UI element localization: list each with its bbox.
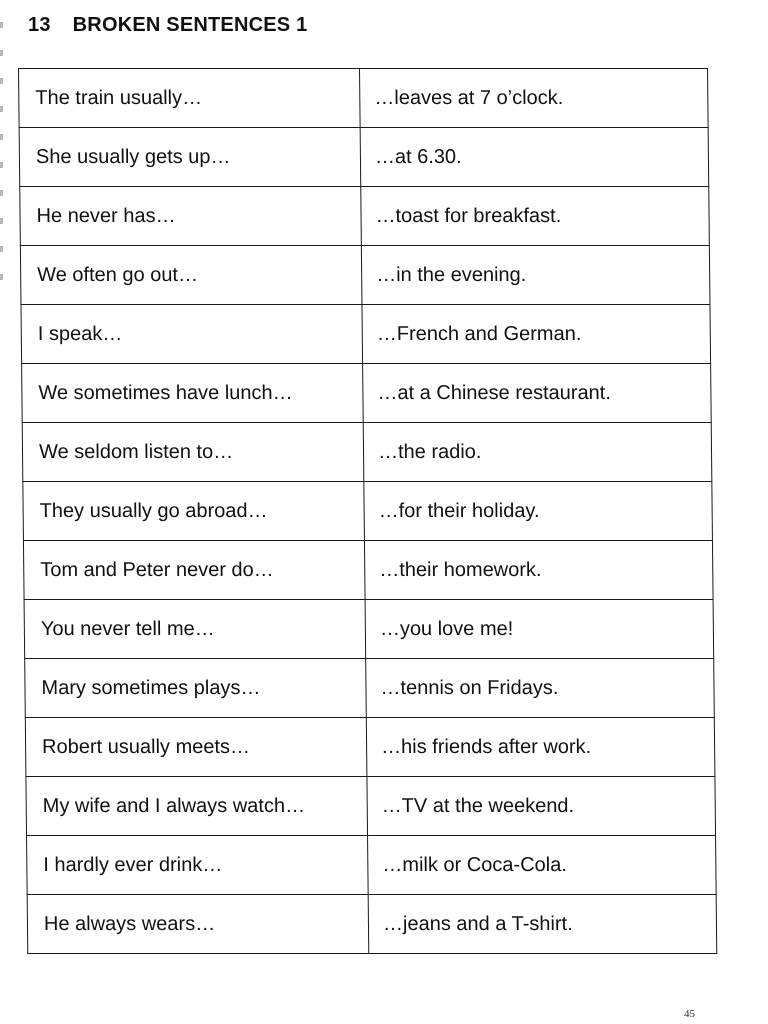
sentence-end-cell: …milk or Coca-Cola. bbox=[368, 836, 717, 895]
scan-edge-marks bbox=[0, 0, 3, 300]
sentence-end-cell: …toast for breakfast. bbox=[361, 187, 710, 246]
sentence-start-cell: Robert usually meets… bbox=[25, 718, 367, 777]
sentence-start-cell: He never has… bbox=[20, 187, 362, 246]
table-row bbox=[22, 364, 712, 423]
table-row bbox=[27, 895, 717, 954]
sentence-end-cell: …leaves at 7 o’clock. bbox=[360, 69, 709, 128]
sentence-end-cell: …their homework. bbox=[364, 541, 713, 600]
sentence-start-cell: We often go out… bbox=[20, 246, 362, 305]
table-row bbox=[24, 600, 714, 659]
sentence-end-cell: …for their holiday. bbox=[364, 482, 713, 541]
table-row bbox=[21, 305, 711, 364]
sentence-start-cell: My wife and I always watch… bbox=[26, 777, 368, 836]
table-row bbox=[27, 836, 717, 895]
page-number: 45 bbox=[684, 1008, 695, 1020]
table-row bbox=[23, 541, 713, 600]
sentence-start-cell: The train usually… bbox=[19, 69, 361, 128]
sentence-start-cell: You never tell me… bbox=[24, 600, 366, 659]
sentence-end-cell: …in the evening. bbox=[361, 246, 710, 305]
sentence-start-cell: They usually go abroad… bbox=[23, 482, 365, 541]
sentence-start-cell: I hardly ever drink… bbox=[27, 836, 369, 895]
table-row bbox=[19, 128, 709, 187]
sentence-end-cell: …his friends after work. bbox=[366, 718, 715, 777]
sentence-end-cell: …jeans and a T-shirt. bbox=[368, 895, 717, 954]
sentence-end-cell: …at 6.30. bbox=[360, 128, 709, 187]
table-row bbox=[26, 777, 716, 836]
sentence-start-cell: He always wears… bbox=[27, 895, 369, 954]
sentence-end-cell: …at a Chinese restaurant. bbox=[363, 364, 712, 423]
table-row bbox=[23, 482, 713, 541]
sentence-start-cell: Mary sometimes plays… bbox=[25, 659, 367, 718]
table-row bbox=[22, 423, 712, 482]
table-row bbox=[20, 187, 710, 246]
broken-sentences-table bbox=[18, 68, 717, 954]
table-row bbox=[20, 246, 710, 305]
exercise-title: BROKEN SENTENCES 1 bbox=[72, 14, 308, 36]
sentence-start-cell: I speak… bbox=[21, 305, 363, 364]
sentence-end-cell: …you love me! bbox=[365, 600, 714, 659]
sentence-start-cell: She usually gets up… bbox=[19, 128, 361, 187]
page-title bbox=[28, 14, 307, 37]
table-row bbox=[25, 718, 715, 777]
exercise-number: 13 bbox=[28, 14, 51, 36]
table-row bbox=[25, 659, 715, 718]
sentence-end-cell: …the radio. bbox=[363, 423, 712, 482]
sentence-end-cell: …French and German. bbox=[362, 305, 711, 364]
sentence-start-cell: We seldom listen to… bbox=[22, 423, 364, 482]
sentence-start-cell: Tom and Peter never do… bbox=[23, 541, 365, 600]
sentence-start-cell: We sometimes have lunch… bbox=[22, 364, 364, 423]
sentence-end-cell: …tennis on Fridays. bbox=[366, 659, 715, 718]
table-row bbox=[19, 69, 709, 128]
sentence-end-cell: …TV at the weekend. bbox=[367, 777, 716, 836]
table-body bbox=[19, 69, 717, 954]
